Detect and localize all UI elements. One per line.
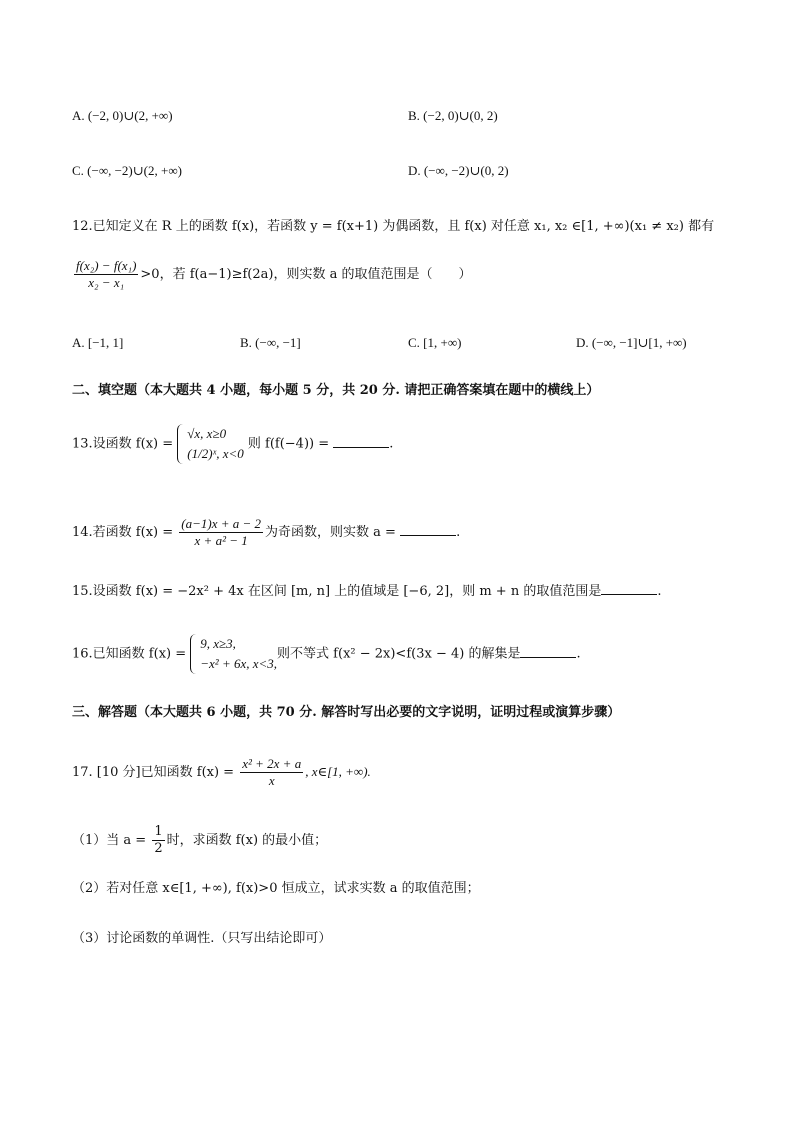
q17-part1-den: 2: [154, 841, 163, 856]
q11-option-b: B. (−2, 0)∪(0, 2): [408, 108, 498, 123]
q13-brace: [177, 424, 184, 464]
q17-part1: [72, 824, 327, 857]
q12-stem-line2: [72, 258, 471, 291]
q17-prefix: 17. [10 分]已知函数 f(x) =: [72, 765, 235, 780]
q13-prefix: 13.设函数 f(x) =: [72, 436, 174, 452]
q17-suffix: , x∈[1, +∞).: [305, 764, 371, 779]
q15-text: 15.设函数 f(x) = −2x² + 4x 在区间 [m, n] 上的值域是 [−6, 2]，则 m + n 的取值范围是: [72, 584, 602, 599]
q17-frac-den: x: [268, 773, 275, 788]
q14-answer-blank[interactable]: [400, 523, 456, 536]
q14-frac-num: (a−1)x + a − 2: [181, 516, 262, 531]
q12-stem-rest: >0，若 f(a−1)≥f(2a)，则实数 a 的取值范围是（ ）: [140, 267, 472, 282]
section-3-heading: 三、解答题（本大题共 6 小题，共 70 分. 解答时写出必要的文字说明，证明过程或演算步骤）: [72, 705, 621, 720]
q16-answer-blank[interactable]: [520, 645, 576, 658]
q16-prefix: 16.已知函数 f(x) =: [72, 646, 187, 662]
q14: [72, 516, 460, 549]
q17-part1-suffix: 时，求函数 f(x) 的最小值；: [166, 833, 328, 848]
section-2-heading: 二、填空题（本大题共 4 小题，每小题 5 分，共 20 分. 请把正确答案填在题中的横线上）: [72, 383, 600, 398]
q14-end: .: [456, 525, 461, 540]
q13-end: .: [389, 436, 394, 452]
q17-part3: （3）讨论函数的单调性.（只写出结论即可）: [72, 931, 332, 946]
q13-suffix: 则 f(f(−4)) =: [247, 436, 330, 452]
q13-answer-blank[interactable]: [333, 435, 389, 448]
q17-part1-fraction: [152, 824, 164, 857]
q15-end: .: [657, 584, 662, 599]
q17-part1-num: 1: [154, 824, 163, 839]
q17-fraction: [240, 756, 303, 789]
q14-fraction: [179, 516, 263, 549]
q16-case2: −x² + 6x, x<3,: [200, 656, 278, 671]
q12-frac-den: x₂ − x₁: [88, 275, 125, 290]
q16-end: .: [576, 646, 581, 662]
q12-fraction: [74, 258, 138, 291]
q12-option-d: D. (−∞, −1]∪[1, +∞): [576, 335, 687, 350]
q15: [72, 582, 661, 601]
q16-suffix: 则不等式 f(x² − 2x)<f(3x − 4) 的解集是: [277, 646, 521, 662]
q13-piecewise: [177, 424, 243, 464]
q15-answer-blank[interactable]: [601, 582, 657, 595]
q17-frac-num: x² + 2x + a: [242, 756, 302, 771]
q12-option-b: B. (−∞, −1]: [240, 335, 301, 350]
q17-part1-prefix: （1）当 a =: [72, 833, 147, 848]
q17-part2: （2）若对任意 x∈[1, +∞), f(x)>0 恒成立，试求实数 a 的取值范围；: [72, 881, 480, 896]
q12-option-c: C. [1, +∞): [408, 335, 462, 350]
q16-piecewise: [190, 634, 277, 674]
q14-frac-den: x + a² − 1: [194, 533, 248, 548]
q11-option-c: C. (−∞, −2)∪(2, +∞): [72, 163, 182, 178]
q13-case1: √x, x≥0: [187, 426, 227, 441]
q14-suffix: 为奇函数，则实数 a =: [265, 525, 396, 540]
q16-brace: [190, 634, 197, 674]
q11-option-d: D. (−∞, −2)∪(0, 2): [408, 163, 509, 178]
q12-option-a: A. [−1, 1]: [72, 335, 124, 350]
q17-stem: [72, 756, 371, 789]
q11-option-a: A. (−2, 0)∪(2, +∞): [72, 108, 173, 123]
q16-case1: 9, x≥3,: [200, 636, 236, 651]
q12-stem-line1: 12.已知定义在 R 上的函数 f(x)，若函数 y = f(x+1) 为偶函数，且 f(x) 对任意 x₁, x₂ ∈[1, +∞)(x₁ ≠ x₂) 都有: [72, 219, 715, 234]
q13: [72, 424, 393, 464]
q13-case2: (1/2)ˣ, x<0: [187, 446, 244, 461]
q16: [72, 634, 581, 674]
q12-frac-num: f(x₂) − f(x₁): [76, 258, 137, 273]
q14-prefix: 14.若函数 f(x) =: [72, 525, 174, 540]
